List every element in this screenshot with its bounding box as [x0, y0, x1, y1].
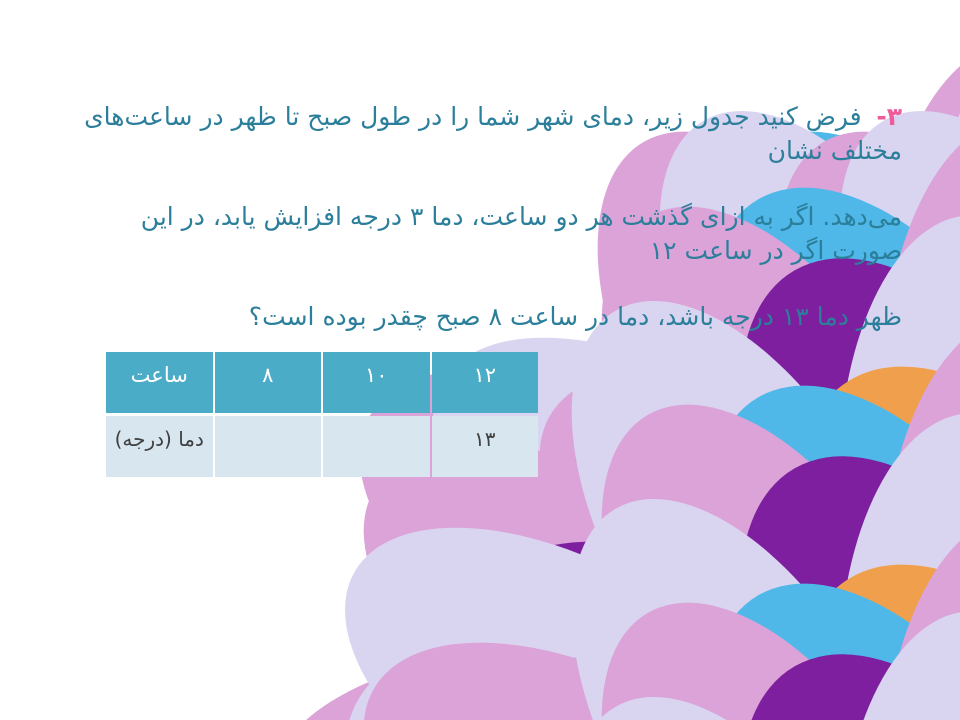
question-line-1-text: فرض کنید جدول زیر، دمای شهر شما را در طول صبح تا ظهر در ساعت‌های مختلف نشان	[84, 102, 902, 165]
question-number: ۳-	[867, 102, 902, 131]
cell-temperature-label: دما (درجه)	[106, 416, 213, 477]
header-cell-hour-12: ۱۲	[432, 352, 539, 413]
question-block	[80, 100, 902, 366]
header-cell-hours-label: ساعت	[106, 352, 213, 413]
question-line-2: می‌دهد. اگر به ازای گذشت هر دو ساعت، دما ۳ درجه افزایش یابد، در این صورت اگر در ساعت ۱۲	[140, 202, 902, 265]
hours-temperature-table	[104, 349, 540, 480]
question-line-1	[80, 100, 902, 168]
question-line-3: ظهر دما ۱۳ درجه باشد، دما در ساعت ۸ صبح چقدر بوده است؟	[248, 302, 902, 331]
header-cell-hour-10: ۱۰	[323, 352, 430, 413]
table-header-row	[106, 352, 538, 413]
cell-temp-at-8	[215, 416, 322, 477]
cell-temp-at-10	[323, 416, 430, 477]
table-body-row	[106, 416, 538, 477]
cell-temp-at-12: ۱۳	[432, 416, 539, 477]
header-cell-hour-8: ۸	[215, 352, 322, 413]
